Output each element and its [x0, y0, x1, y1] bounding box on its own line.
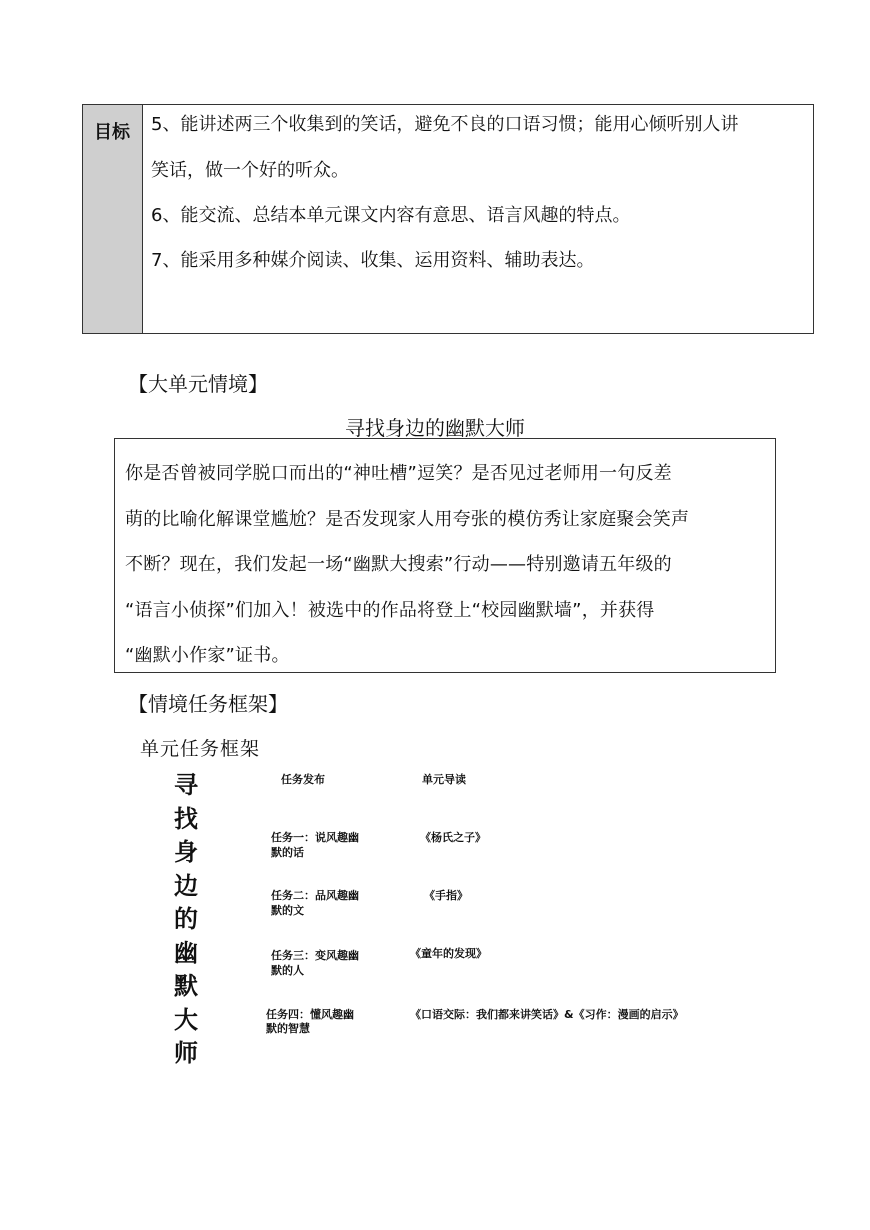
- task-title: 默的智慧: [266, 1022, 310, 1035]
- goal-table: [82, 104, 814, 334]
- col-header-reading: 单元导读: [422, 773, 466, 786]
- task-title: 任务四：懂风趣幽: [266, 1008, 354, 1021]
- col-header-task: 任务发布: [281, 773, 325, 786]
- task-title: 默的文: [271, 904, 304, 917]
- vertical-title-char: 找: [174, 803, 198, 833]
- vertical-title-char: 的: [174, 904, 198, 933]
- situation-heading: 【大单元情境】: [128, 372, 268, 396]
- vertical-title-char: 身: [174, 837, 198, 866]
- task-title: 任务二：品风趣幽: [271, 889, 359, 902]
- vertical-title-char: 大: [174, 1004, 198, 1034]
- task-reading: 《童年的发现》: [410, 947, 487, 960]
- task-reading: 《手指》: [424, 889, 468, 902]
- vertical-title-char: 寻: [174, 770, 198, 799]
- vertical-title-char: 师: [174, 1038, 198, 1067]
- story-line: “语言小侦探”们加入！被选中的作品将登上“校园幽默墙”，并获得: [125, 599, 655, 621]
- goal-line: 6、能交流、总结本单元课文内容有意思、语言风趣的特点。: [151, 205, 631, 226]
- task-title: 默的话: [271, 846, 304, 859]
- task-title: 任务一：说风趣幽: [271, 831, 359, 844]
- vertical-title: [170, 768, 202, 1070]
- story-box: [114, 438, 776, 673]
- goal-line: 笑话，做一个好的听众。: [151, 160, 349, 181]
- goal-label: 目标: [83, 105, 143, 333]
- task-reading: 《杨氏之子》: [420, 831, 486, 844]
- story-title: 寻找身边的幽默大师: [345, 416, 525, 440]
- story-line: 你是否曾被同学脱口而出的“神吐槽”逗笑？是否见过老师用一句反差: [125, 463, 672, 484]
- goal-line: 5、能讲述两三个收集到的笑话，避免不良的口语习惯；能用心倾听别人讲: [151, 114, 739, 135]
- story-line: 萌的比喻化解课堂尴尬？是否发现家人用夸张的模仿秀让家庭聚会笑声: [125, 508, 690, 530]
- task-title: 默的人: [271, 964, 304, 977]
- task-reading: 《口语交际：我们都来讲笑话》&《习作：漫画的启示》: [410, 1008, 684, 1021]
- task-title: 任务三：变风趣幽: [271, 949, 359, 962]
- goal-line: 7、能采用多种媒介阅读、收集、运用资料、辅助表达。: [151, 250, 595, 271]
- vertical-title-char: 默: [174, 971, 198, 1000]
- framework-label: 单元任务框架: [140, 738, 261, 760]
- story-line: 不断？现在，我们发起一场“幽默大搜索”行动——特别邀请五年级的: [125, 554, 672, 575]
- story-line: “幽默小作家”证书。: [125, 645, 290, 666]
- goal-body: [143, 105, 813, 333]
- vertical-title-char: 边: [174, 870, 198, 900]
- framework-heading: 【情境任务框架】: [128, 692, 288, 716]
- vertical-title-char: 幽: [174, 937, 198, 967]
